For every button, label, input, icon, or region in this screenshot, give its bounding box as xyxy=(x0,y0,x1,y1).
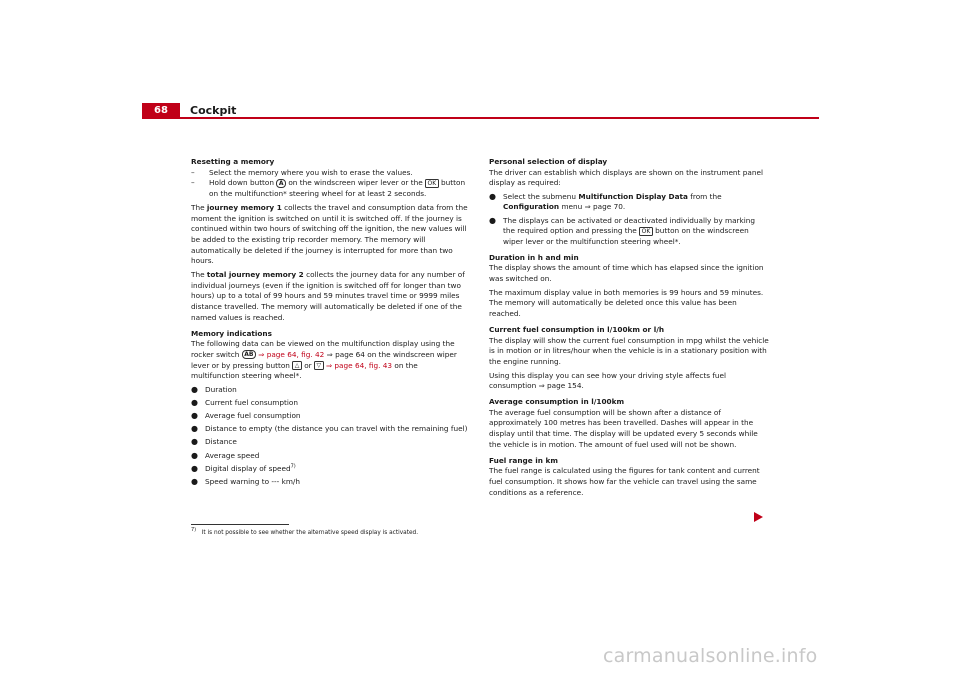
key-up-icon: △ xyxy=(292,361,302,370)
list-item: ● Select the submenu Multifunction Display Data from the Configuration menu ⇒ page 70. xyxy=(489,191,722,212)
current-consumption-text-1: The display will show the current fuel consumption in mpg whilst the vehicle is in motion or in litres/hour when the vehicle is in a stationary position with the engine running. xyxy=(489,335,769,366)
bullet-icon: ● xyxy=(191,384,198,394)
journey-memory-1-paragraph: The journey memory 1 collects the travel and consumption data from the moment the ignition is switched on until it is switched off. If the journey is continued within two hours of switching off the ignition, the new values will be added to the existing trip recorder memory. The memory will automatically be deleted if the journey is interrupted for more than two hours. xyxy=(191,202,468,266)
duration-heading: Duration in h and min xyxy=(489,252,579,262)
footnote: $^{7)}$ It is not possible to see whether the alternative speed display is activated. xyxy=(191,527,419,536)
bullet-icon: ● xyxy=(191,424,198,434)
bullet-icon: ● xyxy=(191,437,198,447)
duration-text-2: The maximum display value in both memories is 99 hours and 59 minutes. The memory will automatically be deleted once this value has been reached. xyxy=(489,287,764,319)
header-rule xyxy=(142,117,819,119)
duration-text-1: The display shows the amount of time which has elapsed since the ignition was switched on. xyxy=(489,263,764,284)
chapter-title: Cockpit xyxy=(190,104,237,117)
footnote-ref: 7) xyxy=(290,463,296,470)
bullet-icon: ● xyxy=(191,410,198,420)
fuel-range-text: The fuel range is calculated using the figures for tank content and current fuel consumption. It shows how far the vehicle can travel using the same conditions as a reference. xyxy=(489,466,760,497)
key-a-icon: A xyxy=(276,179,286,188)
bullet-icon: ● xyxy=(191,463,198,473)
list-item: ● Average speed xyxy=(191,450,260,460)
memory-indications-text: The following data can be viewed on the multifunction display using the rocker switch AB ⇒ page 64, fig. 42 ⇒ page 64 on the windscreen wiper lever or by pressing button △ or ▽ ⇒ page 64, fig. 43 on the multifunction steering wheel*. xyxy=(191,339,457,381)
list-item: ● Digital display of speed$^{7)}$ xyxy=(191,463,296,473)
list-item: ● The displays can be activated or deactivated individually by marking the required option and pressing the OK button on the windscreen wiper lever or the multifunction steering wheel*. xyxy=(489,215,756,246)
average-consumption-heading: Average consumption in l/100km xyxy=(489,397,625,407)
key-ok-icon: OK xyxy=(639,227,653,236)
list-item: ● Speed warning to --- km/h xyxy=(191,476,301,486)
fuel-range-heading: Fuel range in km xyxy=(489,455,558,465)
reset-heading: Resetting a memory xyxy=(191,157,275,166)
list-item: ● Duration xyxy=(191,384,237,394)
total-journey-memory-paragraph: The total journey memory 2 collects the journey data for any number of individual journeys (even if the ignition is switched off for longer than two hours) up to a total of 99 hours and 59 minutes travel time or 9999 miles distance travelled. The memory will automatically be deleted if one of the named values is reached. xyxy=(191,270,465,322)
list-item: ● Distance to empty (the distance you can travel with the remaining fuel) xyxy=(191,424,468,434)
left-column xyxy=(191,155,468,488)
bullet-icon: ● xyxy=(191,450,198,460)
bullet-icon: ● xyxy=(191,476,198,486)
reset-step-1: – Select the memory where you wish to erase the values. xyxy=(191,167,413,177)
page-number: 68 xyxy=(142,103,180,119)
current-consumption-heading: Current fuel consumption in l/100km or l/h xyxy=(489,324,665,334)
reset-step-2: – Hold down button A on the windscreen wiper lever or the OK button on the multifunction* steering wheel for at least 2 seconds. xyxy=(191,178,466,199)
ref-fig-43[interactable]: ⇒ page 64, fig. 43 xyxy=(325,360,393,370)
personal-selection-text: The driver can establish which displays are shown on the instrument panel display as required: xyxy=(489,167,763,188)
key-ok-icon: OK xyxy=(425,179,439,188)
memory-indications-heading: Memory indications xyxy=(191,328,272,338)
watermark: carmanualsonline.info xyxy=(603,645,818,667)
average-consumption-text: The average fuel consumption will be shown after a distance of approximately 100 metres has been travelled. Dashes will appear in the display until that time. The display will be updated every 5 seconds while the vehicle is in motion. The amount of fuel used will not be shown. xyxy=(489,407,758,449)
right-column xyxy=(489,155,769,498)
list-item: ● Average fuel consumption xyxy=(191,410,301,420)
continue-arrow-icon xyxy=(754,512,763,522)
personal-selection-heading: Personal selection of display xyxy=(489,157,608,166)
bullet-icon: ● xyxy=(191,397,198,407)
key-down-icon: ▽ xyxy=(314,361,324,370)
footnote-rule xyxy=(191,524,289,525)
key-ab-icon: AB xyxy=(242,350,256,359)
list-item: ● Distance xyxy=(191,437,237,447)
current-consumption-text-2: Using this display you can see how your driving style affects fuel consumption ⇒ page 154. xyxy=(489,370,727,391)
bullet-icon: ● xyxy=(489,215,496,225)
ref-fig-42[interactable]: ⇒ page 64, fig. 42 xyxy=(258,349,325,359)
list-item: ● Current fuel consumption xyxy=(191,397,298,407)
bullet-icon: ● xyxy=(489,191,496,201)
